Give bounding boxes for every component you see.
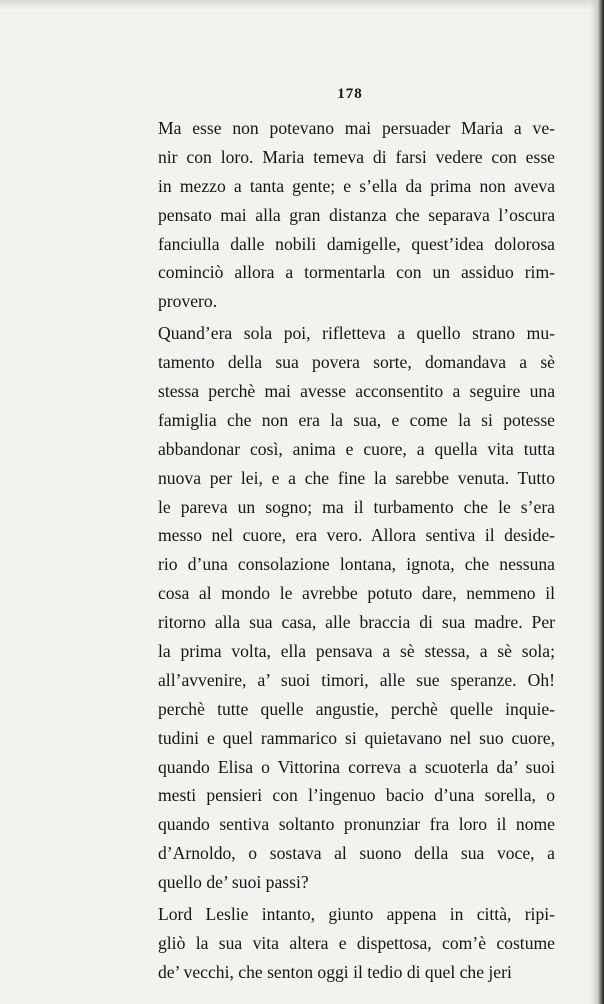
page-right-edge — [590, 0, 604, 1004]
paragraph-1 — [158, 114, 555, 316]
text-line: famiglia che non era la sua, e come la si potesse — [158, 409, 555, 430]
text-line: rio d’una consolazione lontana, ignota, che nessuna — [158, 554, 555, 575]
text-line: quello de’ suoi passi? — [158, 872, 309, 893]
text-line: quando sentiva soltanto pronunziar fra loro il nome — [158, 814, 555, 835]
page-number: 178 — [337, 86, 363, 102]
text-line: cosa al mondo le avrebbe potuto dare, nemmeno il — [158, 583, 555, 604]
text-line: provero. — [158, 291, 218, 312]
text-line: le pareva un sogno; ma il turbamento che le s’era — [158, 496, 555, 517]
text-line: nuova per lei, e a che fine la sarebbe venuta. Tutto — [158, 467, 555, 488]
text-line: la prima volta, ella pensava a sè stessa, a sè sola; — [158, 641, 555, 662]
text-line: pensato mai alla gran distanza che separava l’oscura — [158, 204, 555, 225]
paragraph-3 — [158, 900, 555, 987]
text-line: cominciò allora a tormentarla con un assiduo rim- — [158, 262, 555, 283]
text-line: all’avvenire, a’ suoi timori, alle sue speranze. Oh! — [158, 669, 555, 690]
body-text — [158, 114, 555, 987]
text-line: Lord Leslie intanto, giunto appena in città, ripi- — [158, 904, 555, 925]
text-line: mesti pensieri con l’ingenuo bacio d’una sorella, o — [158, 785, 555, 806]
text-line: fanciulla dalle nobili damigelle, quest’idea dolorosa — [158, 233, 555, 254]
paragraph-2 — [158, 319, 555, 897]
text-line: d’Arnoldo, o sostava al suono della sua voce, a — [158, 843, 555, 864]
text-line: Quand’era sola poi, rifletteva a quello strano mu- — [158, 323, 555, 344]
text-line: tudini e quel rammarico si quietavano nel suo cuore, — [158, 727, 555, 748]
text-line: de’ vecchi, che senton oggi il tedio di quel che jeri — [158, 961, 512, 982]
text-line: tamento della sua povera sorte, domandava a sè — [158, 352, 555, 373]
text-line: stessa perchè mai avesse acconsentito a seguire una — [158, 381, 555, 402]
text-line: quando Elisa o Vittorina correva a scuoterla da’ suoi — [158, 756, 555, 777]
text-line: nir con loro. Maria temeva di farsi vedere con esse — [158, 146, 555, 167]
text-line: messo nel cuore, era vero. Allora sentiva il deside- — [158, 525, 555, 546]
page-top-edge — [0, 0, 604, 10]
text-line: Ma esse non potevano mai persuader Maria a ve- — [158, 118, 555, 138]
text-line: in mezzo a tanta gente; e s’ella da prima non aveva — [158, 175, 555, 196]
text-line: ritorno alla sua casa, alle braccia di sua madre. Per — [158, 612, 555, 633]
text-line: abbandonar così, anima e cuore, a quella vita tutta — [158, 438, 555, 459]
text-line: gliò la sua vita altera e dispettosa, com’è costume — [158, 932, 555, 953]
text-line: perchè tutte quelle angustie, perchè quelle inquie- — [158, 698, 555, 719]
